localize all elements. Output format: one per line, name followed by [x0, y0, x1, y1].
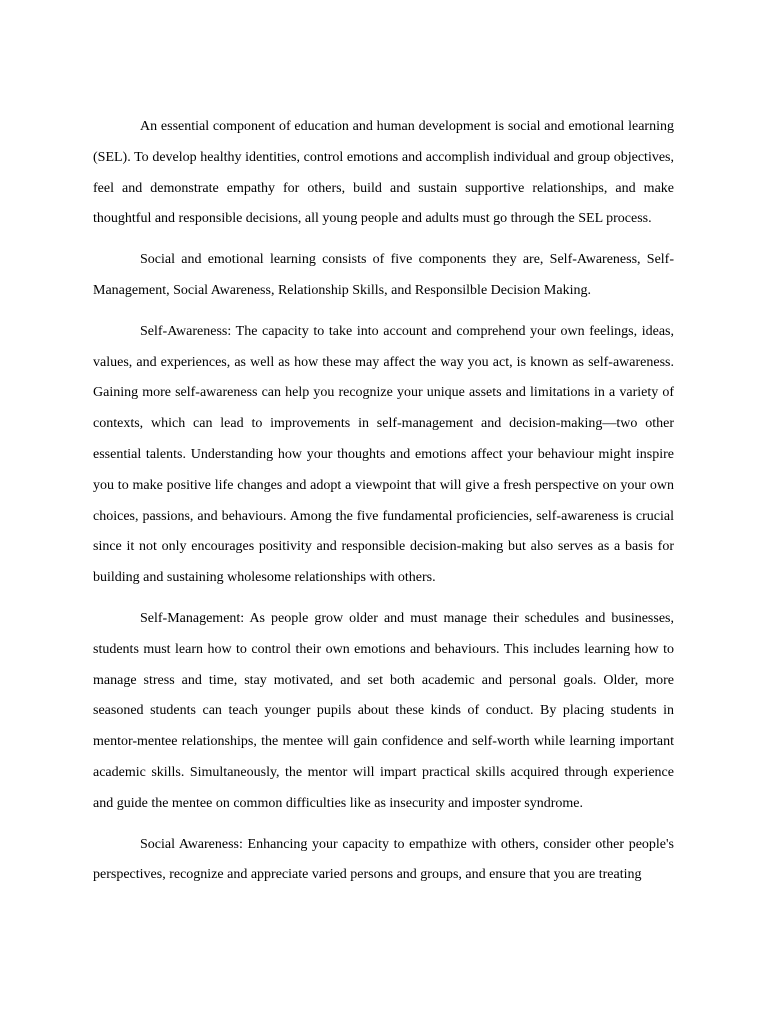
paragraph-sel-intro: An essential component of education and human development is social and emotional learning (SEL). To develop healthy identities, control emotions and accomplish individual and group objectives, feel and demonstrate empathy for others, build and sustain supportive relationships, and make thoughtful and responsible decisions, all young people and adults must go through the SEL process.	[93, 119, 674, 227]
paragraph-self-awareness: Self-Awareness: The capacity to take into account and comprehend your own feelings, ideas, values, and experiences, as well as how these may affect the way you act, is known as self-awareness. Gaining more self-awareness can help you recognize your unique assets and limitations in a variety of contexts, which can lead to improvements in self-management and decision-making—two other essential talents. Understanding how your thoughts and emotions affect your behaviour might inspire you to make positive life changes and adopt a viewpoint that will give a fresh perspective on your own choices, passions, and behaviours. Among the five fundamental proficiencies, self-awareness is crucial since it not only encourages positivity and responsible decision-making but also serves as a basis for building and sustaining wholesome relationships with others.	[93, 323, 674, 586]
paragraph-social-awareness: Social Awareness: Enhancing your capacity to empathize with others, consider other people's perspectives, recognize and appreciate varied persons and groups, and ensure that you are treating	[93, 836, 674, 883]
document-body	[93, 112, 674, 901]
paragraph-self-management: Self-Management: As people grow older and must manage their schedules and businesses, students must learn how to control their own emotions and behaviours. This includes learning how to manage stress and time, stay motivated, and set both academic and personal goals. Older, more seasoned students can teach younger pupils about these kinds of conduct. By placing students in mentor-mentee relationships, the mentee will gain confidence and self-worth while learning important academic skills. Simultaneously, the mentor will impart practical skills acquired through experience and guide the mentee on common difficulties like as insecurity and imposter syndrome.	[93, 610, 674, 811]
paragraph-sel-components: Social and emotional learning consists of five components they are, Self-Awareness, Self-Management, Social Awareness, Relationship Skills, and Responsilble Decision Making.	[93, 252, 674, 298]
